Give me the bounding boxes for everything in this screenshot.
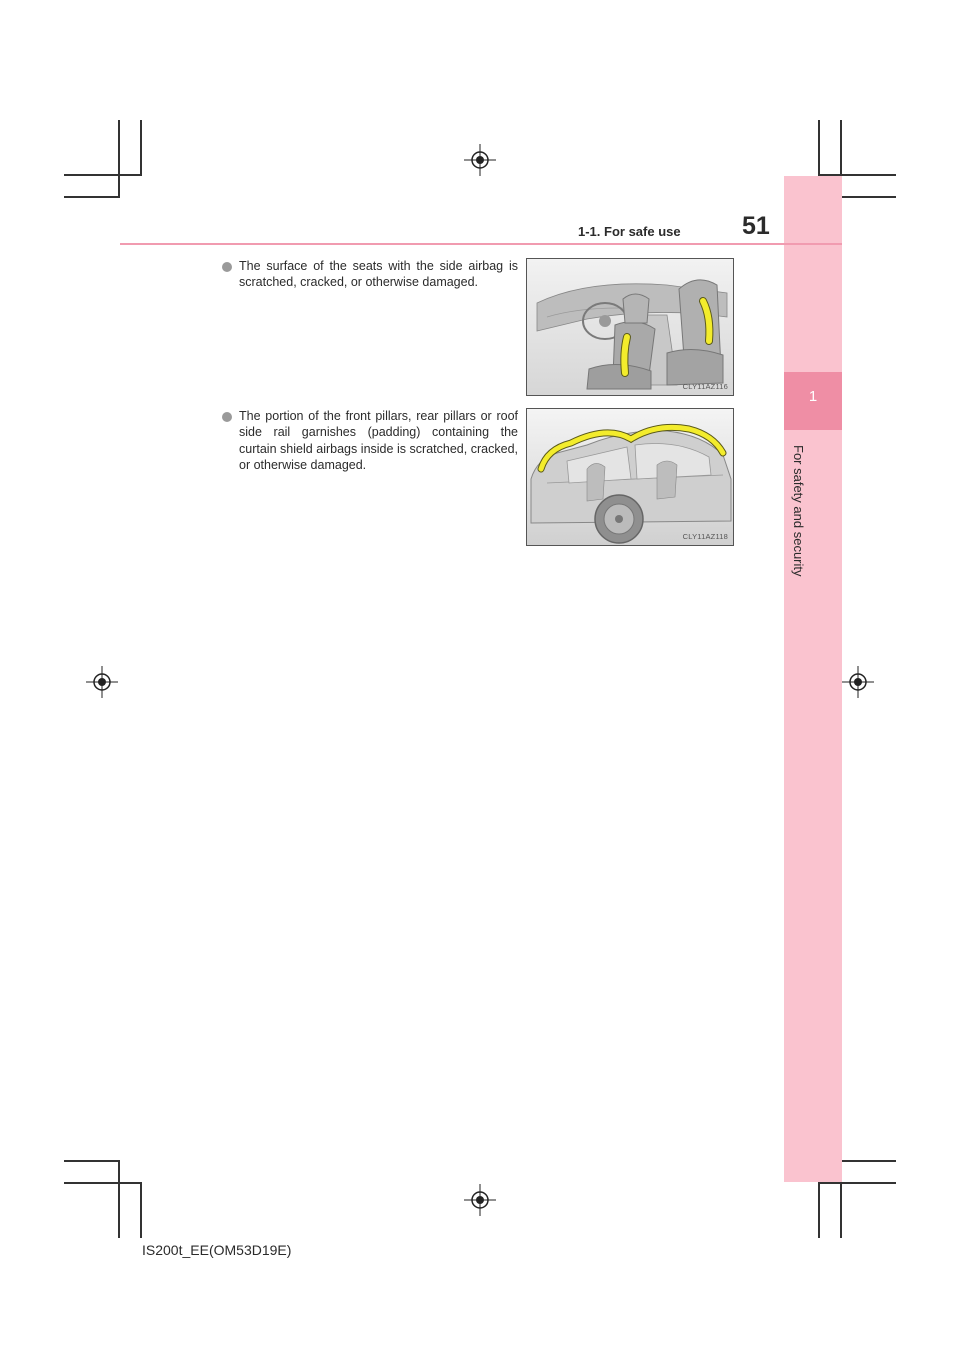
list-item xyxy=(222,408,518,474)
section-title: 1-1. For safe use xyxy=(578,224,681,239)
bullet-icon xyxy=(222,262,232,272)
registration-mark-icon xyxy=(84,664,120,700)
page-number: 51 xyxy=(742,212,770,240)
registration-mark-icon xyxy=(462,1182,498,1218)
list-item xyxy=(222,258,518,291)
header-divider xyxy=(120,243,842,245)
registration-mark-icon xyxy=(462,142,498,178)
bullet-icon xyxy=(222,412,232,422)
curtain-shield-airbag-illustration-icon xyxy=(527,409,733,545)
chapter-sidebar xyxy=(784,176,842,1182)
chapter-title: For safety and security xyxy=(791,445,806,577)
front-seat-side-airbag-illustration-icon xyxy=(527,259,733,395)
list-item-text: The surface of the seats with the side airbag is scratched, cracked, or otherwise damaged. xyxy=(239,259,518,290)
list-item-text: The portion of the front pillars, rear pillars or roof side rail garnishes (padding) containing the curtain shield airbags inside is scratched, cracked, or otherwise damaged. xyxy=(239,409,518,473)
registration-mark-icon xyxy=(840,664,876,700)
figure-curtain-shield-airbags xyxy=(526,408,734,546)
figure-side-airbag-seats xyxy=(526,258,734,396)
chapter-tab[interactable] xyxy=(784,372,842,430)
document-code: IS200t_EE(OM53D19E) xyxy=(142,1242,292,1258)
figure-code: CLY11AZ118 xyxy=(682,532,728,541)
figure-code: CLY11AZ116 xyxy=(682,382,728,391)
chapter-number: 1 xyxy=(808,388,818,405)
